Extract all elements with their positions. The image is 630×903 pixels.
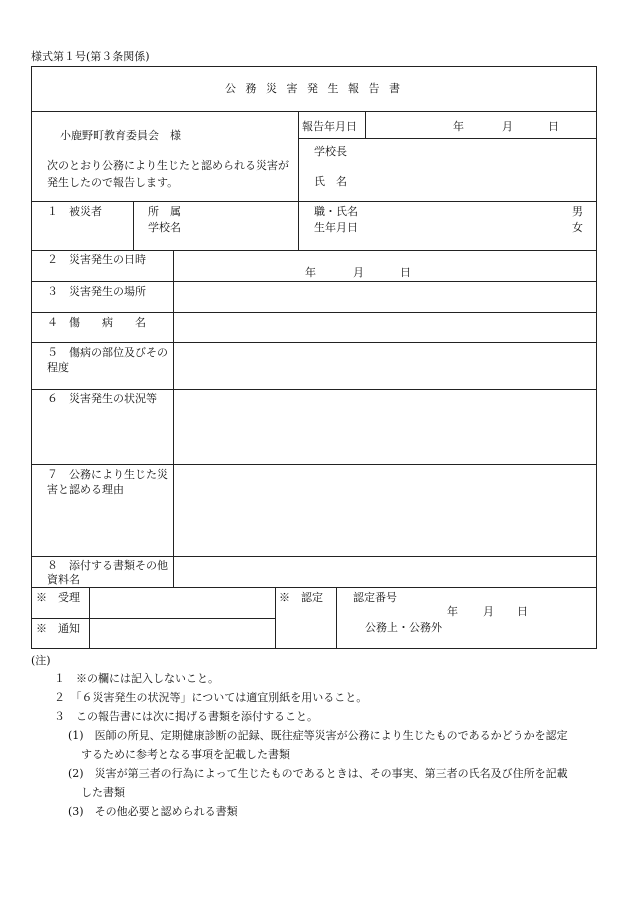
rule bbox=[298, 138, 597, 139]
approval-day: 日 bbox=[517, 605, 528, 618]
note-3-3: (3) その他必要と認められる書類 bbox=[68, 805, 238, 818]
female-option: 女 bbox=[572, 221, 583, 234]
received-label: ※ 受理 bbox=[36, 591, 80, 604]
row6-label: ６ 災害発生の状況等 bbox=[47, 392, 157, 405]
approval-number-label: 認定番号 bbox=[353, 591, 397, 604]
table-border-left bbox=[31, 66, 32, 649]
report-date-month: 月 bbox=[502, 120, 513, 133]
rule bbox=[173, 250, 174, 587]
row5-label: ５ 傷病の部位及びその程度 bbox=[47, 346, 168, 374]
note-2: ２ 「６災害発生の状況等」については適宜別紙を用いること。 bbox=[54, 691, 368, 704]
rule bbox=[31, 201, 597, 202]
rule bbox=[31, 111, 597, 112]
form-title: 公 務 災 害 発 生 報 告 書 bbox=[225, 82, 403, 95]
title-name-label: 職・氏名 bbox=[314, 205, 358, 218]
principal-label: 学校長 bbox=[314, 145, 347, 158]
intro-text: 次のとおり公務により生じたと認められる災害が発生したので報告します。 bbox=[47, 159, 289, 189]
report-date-day: 日 bbox=[548, 120, 559, 133]
row8-label: ８ 添付する書類その他資料名 bbox=[47, 559, 168, 586]
notes-heading: (注) bbox=[31, 654, 51, 667]
row3-label: ３ 災害発生の場所 bbox=[47, 285, 146, 298]
male-option: 男 bbox=[572, 205, 583, 218]
row2-day: 日 bbox=[400, 266, 411, 279]
addressee: 小鹿野町教育委員会 様 bbox=[60, 129, 181, 142]
rule bbox=[31, 587, 597, 588]
birthdate-label: 生年月日 bbox=[314, 221, 358, 234]
school-label: 学校名 bbox=[148, 221, 181, 234]
approval-result: 公務上・公務外 bbox=[365, 621, 442, 634]
approval-month: 月 bbox=[483, 605, 494, 618]
row7-label: ７ 公務により生じた災害と認める理由 bbox=[47, 468, 168, 496]
approval-year: 年 bbox=[447, 605, 458, 618]
note-3-2b: した書類 bbox=[81, 786, 125, 799]
rule bbox=[365, 111, 366, 138]
row2-year: 年 bbox=[305, 266, 316, 279]
row2-label: ２ 災害発生の日時 bbox=[47, 253, 146, 266]
rule bbox=[31, 556, 597, 557]
note-1: １ ※の欄には記入しないこと。 bbox=[54, 672, 219, 685]
rule bbox=[31, 312, 597, 313]
name-label: 氏 名 bbox=[314, 175, 347, 188]
notice-label: ※ 通知 bbox=[36, 622, 80, 635]
row2-month: 月 bbox=[353, 266, 364, 279]
rule bbox=[31, 464, 597, 465]
report-date-label: 報告年月日 bbox=[302, 120, 357, 133]
form-number: 様式第１号(第３条関係) bbox=[31, 50, 150, 63]
rule bbox=[336, 587, 337, 648]
rule bbox=[133, 201, 134, 250]
rule bbox=[31, 618, 275, 619]
row4-label: ４ 傷 病 名 bbox=[47, 316, 146, 329]
rule bbox=[89, 587, 90, 648]
note-3-1a: (1) 医師の所見、定期健康診断の記録、既往症等災害が公務により生じたものであるかどうかを認定 bbox=[68, 729, 568, 742]
table-border-bottom bbox=[31, 648, 597, 649]
note-3-1b: するために参考となる事項を記載した書類 bbox=[81, 748, 290, 761]
rule bbox=[31, 250, 597, 251]
rule bbox=[275, 587, 276, 648]
rule bbox=[31, 389, 597, 390]
rule bbox=[31, 281, 597, 282]
note-3-2a: (2) 災害が第三者の行為によって生じたものであるときは、その事実、第三者の氏名及び住所を記載 bbox=[68, 767, 568, 780]
rule bbox=[31, 342, 597, 343]
table-border-right bbox=[596, 66, 597, 649]
affiliation-label: 所 属 bbox=[148, 205, 181, 218]
report-date-year: 年 bbox=[453, 120, 464, 133]
note-3: ３ この報告書には次に掲げる書類を添付すること。 bbox=[54, 710, 318, 723]
table-border-top bbox=[31, 66, 597, 67]
approval-label: ※ 認定 bbox=[279, 591, 323, 604]
rule bbox=[298, 111, 299, 250]
victim-label: １ 被災者 bbox=[47, 205, 102, 218]
